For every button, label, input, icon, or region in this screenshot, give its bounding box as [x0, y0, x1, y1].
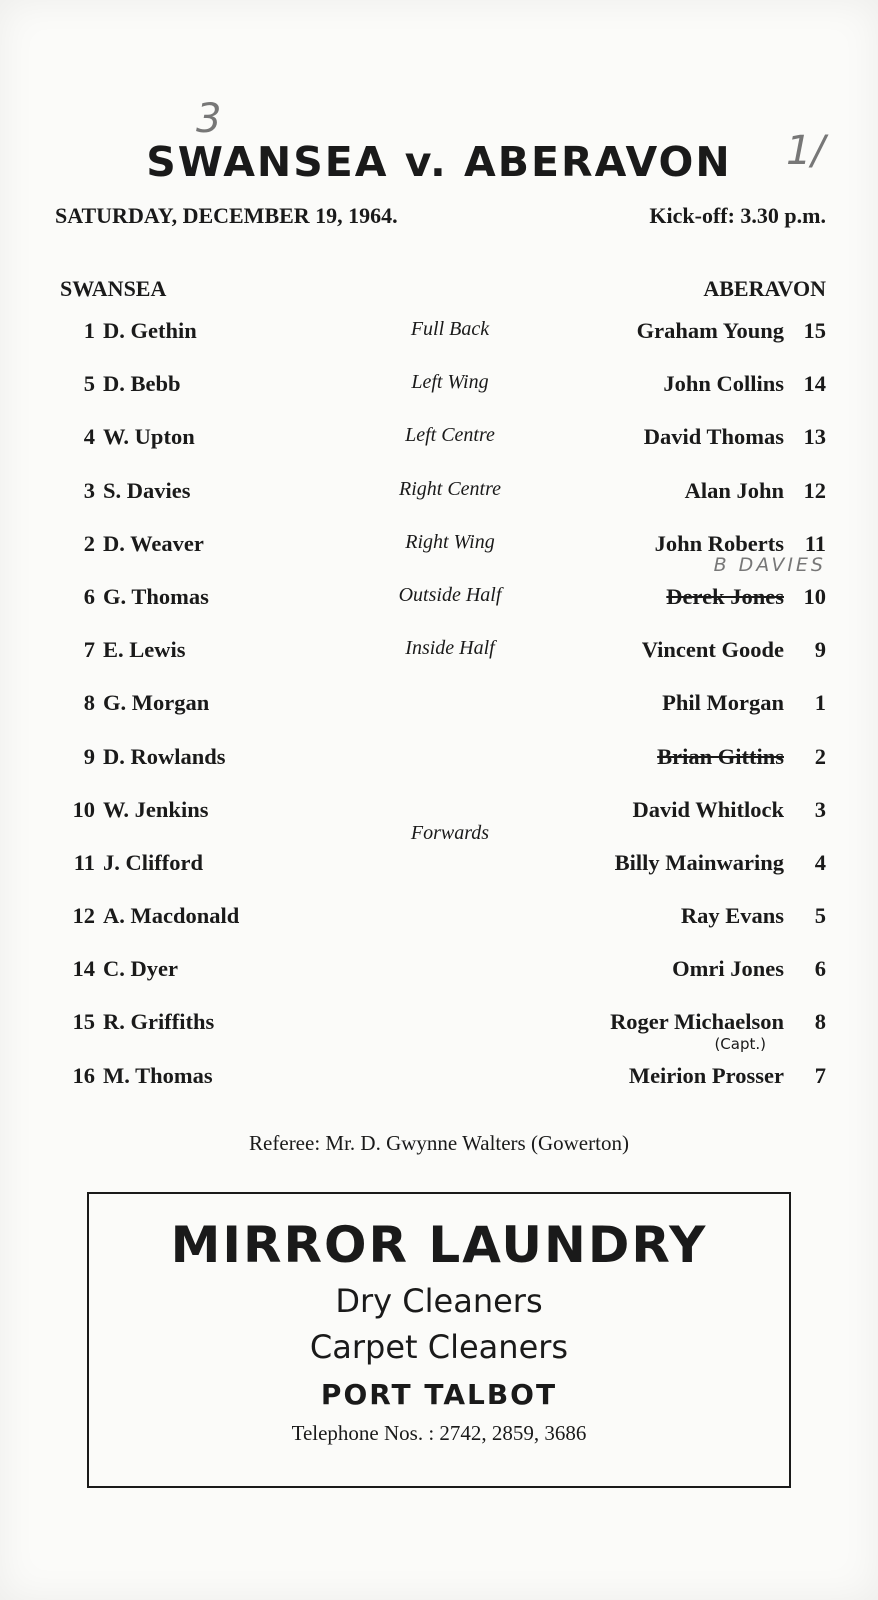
date-line — [55, 203, 826, 229]
match-date: SATURDAY, DECEMBER 19, 1964. — [55, 203, 398, 228]
home-name: J. Clifford — [103, 849, 203, 875]
lineup-row — [0, 623, 878, 676]
away-name: Brian Gittins — [657, 743, 784, 769]
home-name: M. Thomas — [103, 1062, 213, 1088]
advert-place: PORT TALBOT — [320, 1378, 558, 1411]
lineup-row — [0, 357, 878, 410]
home-number: 12 — [72, 903, 95, 929]
home-name: E. Lewis — [103, 637, 186, 663]
home-number: 3 — [83, 477, 95, 503]
away-player — [610, 1009, 826, 1035]
home-number: 6 — [83, 583, 95, 609]
home-name: A. Macdonald — [103, 903, 240, 929]
home-name: D. Weaver — [103, 530, 204, 556]
away-name: David Thomas — [643, 424, 784, 450]
away-name: Meirion Prosser — [628, 1062, 784, 1088]
home-number: 15 — [72, 1009, 95, 1035]
away-name: Ray Evans — [680, 903, 784, 929]
away-number: 14 — [803, 371, 826, 397]
home-name: D. Rowlands — [103, 743, 226, 769]
position-label: Full Back — [410, 318, 490, 340]
lineup-row — [0, 1049, 878, 1102]
away-name: Derek Jones — [666, 583, 784, 609]
advert-box — [87, 1192, 791, 1488]
away-player — [681, 903, 826, 929]
away-player — [637, 318, 826, 344]
home-name: D. Bebb — [103, 371, 181, 397]
position-label: Inside Half — [405, 637, 495, 660]
away-number: 8 — [814, 1009, 826, 1035]
kickoff-time: Kick-off: 3.30 p.m. — [649, 203, 826, 228]
advert-line-2: Carpet Cleaners — [309, 1328, 569, 1366]
away-name: Phil Morgan — [662, 690, 784, 716]
advert-line-1: Dry Cleaners — [335, 1282, 543, 1320]
home-player — [55, 744, 226, 770]
position-label: Outside Half — [398, 583, 502, 606]
away-player — [662, 690, 826, 716]
away-player — [666, 584, 826, 610]
away-number: 9 — [814, 637, 826, 663]
home-number: 1 — [83, 318, 95, 343]
away-name: John Roberts — [654, 530, 784, 556]
away-number: 13 — [803, 424, 826, 450]
lineup-row — [0, 304, 878, 357]
away-number: 4 — [814, 849, 826, 875]
away-name: Billy Mainwaring — [614, 849, 784, 875]
home-number: 11 — [73, 849, 95, 875]
home-name: C. Dyer — [103, 956, 178, 982]
lineup-row — [0, 995, 878, 1054]
away-number: 1 — [814, 690, 826, 716]
home-player — [55, 690, 209, 716]
lineup-table — [0, 304, 878, 1102]
home-player — [55, 956, 178, 982]
home-number: 5 — [83, 371, 95, 397]
handwritten-mark: 3 — [196, 96, 222, 142]
advert-telephone: Telephone Nos. : 2742, 2859, 3686 — [291, 1421, 587, 1445]
home-player — [55, 637, 186, 663]
home-number: 14 — [72, 956, 95, 982]
away-number: 3 — [814, 796, 826, 822]
home-team-heading: SWANSEA — [60, 276, 167, 301]
lineup-row — [0, 730, 878, 783]
position-label: Right Centre — [398, 477, 502, 500]
away-number: 12 — [803, 477, 826, 503]
advert-title: MIRROR LAUNDRY — [170, 1216, 708, 1274]
handwritten-substitution: B DAVIES — [713, 553, 826, 576]
home-number: 10 — [72, 796, 95, 822]
away-player — [629, 1063, 826, 1089]
away-name: Roger Michaelson — [610, 1009, 784, 1035]
lineup-row — [0, 464, 878, 517]
home-number: 9 — [83, 743, 95, 769]
away-player — [655, 531, 826, 557]
home-name: D. Gethin — [103, 318, 197, 343]
home-name: W. Jenkins — [103, 796, 209, 822]
away-player — [644, 424, 826, 450]
away-number: 10 — [803, 583, 826, 609]
forwards-label: Forwards — [410, 822, 490, 844]
away-player — [642, 637, 826, 663]
lineup-row — [0, 676, 878, 729]
home-player — [55, 797, 208, 823]
lineup-row — [0, 942, 878, 995]
home-player — [55, 903, 239, 929]
lineup-row — [0, 889, 878, 942]
away-number: 5 — [814, 903, 826, 929]
home-name: R. Griffiths — [103, 1009, 215, 1035]
away-team-heading: ABERAVON — [703, 276, 826, 301]
home-player — [55, 584, 209, 610]
captain-note: (Capt.) — [714, 1035, 766, 1054]
away-player — [672, 956, 826, 982]
away-name: Vincent Goode — [641, 637, 784, 663]
away-name: David Whitlock — [632, 796, 784, 822]
handwritten-side-mark: 1/ — [786, 128, 825, 174]
position-label: Left Wing — [411, 371, 489, 394]
away-name: John Collins — [663, 371, 784, 397]
home-player — [55, 531, 204, 557]
home-number: 16 — [72, 1062, 95, 1088]
home-name: G. Thomas — [103, 583, 209, 609]
home-number: 7 — [83, 637, 95, 663]
away-number: 15 — [803, 318, 826, 343]
home-number: 4 — [83, 424, 95, 450]
away-number: 6 — [814, 956, 826, 982]
home-player — [55, 318, 197, 344]
home-player — [55, 371, 181, 397]
away-player — [663, 371, 826, 397]
away-number: 7 — [814, 1062, 826, 1088]
away-player — [615, 850, 826, 876]
away-name: Graham Young — [636, 318, 784, 343]
away-player — [657, 744, 826, 770]
away-name: Omri Jones — [672, 956, 784, 982]
home-player — [55, 1063, 213, 1089]
lineup-row — [0, 410, 878, 463]
home-number: 2 — [83, 530, 95, 556]
home-player — [55, 424, 195, 450]
home-player — [55, 1009, 214, 1035]
referee-line: Referee: Mr. D. Gwynne Walters (Gowerton) — [249, 1131, 629, 1155]
home-player — [55, 850, 203, 876]
away-player — [685, 478, 826, 504]
match-title: SWANSEA v. ABERAVON — [146, 138, 732, 186]
home-name: G. Morgan — [103, 690, 210, 716]
away-name: Alan John — [684, 477, 784, 503]
away-player — [633, 797, 827, 823]
position-label: Right Wing — [405, 530, 495, 553]
position-label: Left Centre — [405, 424, 495, 447]
home-name: S. Davies — [103, 477, 191, 503]
lineup-row — [0, 553, 878, 623]
home-name: W. Upton — [103, 424, 195, 450]
away-number: 2 — [814, 743, 826, 769]
home-player — [55, 478, 191, 504]
away-number: 11 — [804, 530, 826, 556]
home-number: 8 — [83, 690, 95, 716]
